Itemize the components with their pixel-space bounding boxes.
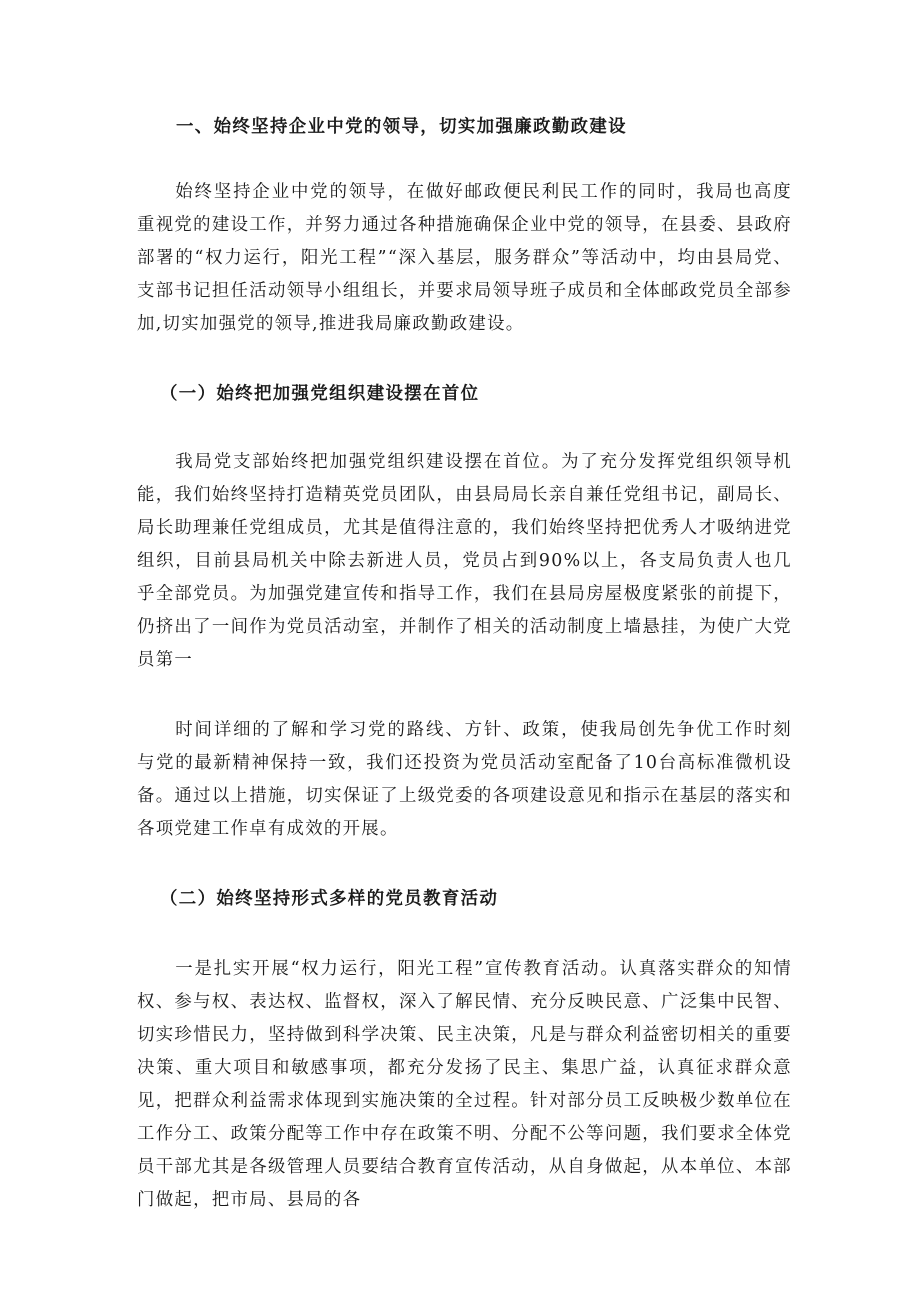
subsection-heading-2: （二）始终坚持形式多样的党员教育活动 — [160, 889, 499, 909]
paragraph-3: 时间详细的了解和学习党的路线、方针、政策，使我局创先争优工作时刻与党的最新精神保持一致，我们还投资为党员活动室配备了10台高标准微机设备。通过以上措施，切实保证了上级党委的各项建设意见和指示在基层的落实和各项党建工作卓有成效的开展。 — [137, 720, 792, 839]
paragraph-2: 我局党支部始终把加强党组织建设摆在首位。为了充分发挥党组织领导机能，我们始终坚持打造精英党员团队，由县局局长亲自兼任党组书记，副局长、局长助理兼任党组成员，尤其是值得注意的，我们始终坚持把优秀人才吸纳进党组织，目前县局机关中除去新进人员，党员占到90%以上，各支局负责人也几乎全部党员。为加强党建宣传和指导工作，我们在县局房屋极度紧张的前提下，仍挤出了一间作为党员活动室，并制作了相关的活动制度上墙悬挂，为使广大党员第一 — [137, 452, 792, 670]
section-heading-1: 一、始终坚持企业中党的领导，切实加强廉政勤政建设 — [176, 117, 627, 137]
paragraph-4: 一是扎实开展“权力运行，阳光工程”宣传教育活动。认真落实群众的知情权、参与权、表达权、监督权，深入了解民情、充分反映民意、广泛集中民智、切实珍惜民力，坚持做到科学决策、民主决策，凡是与群众利益密切相关的重要决策、重大项目和敏感事项，都充分发扬了民主、集思广益，认真征求群众意见，把群众利益需求体现到实施决策的全过程。针对部分员工反映极少数单位在工作分工、政策分配等工作中存在政策不明、分配不公等问题，我们要求全体党员干部尤其是各级管理人员要结合教育宣传活动，从自身做起，从本单位、本部门做起，把市局、县局的各 — [137, 959, 792, 1210]
paragraph-1: 始终坚持企业中党的领导，在做好邮政便民利民工作的同时，我局也高度重视党的建设工作，并努力通过各种措施确保企业中党的领导，在县委、县政府部署的“权力运行，阳光工程”“深入基层，服务群众”等活动中，均由县局党、支部书记担任活动领导小组组长，并要求局领导班子成员和全体邮政党员全部参加,切实加强党的领导,推进我局廉政勤政建设。 — [137, 182, 792, 334]
subsection-heading-1: （一）始终把加强党组织建设摆在首位 — [160, 384, 480, 404]
